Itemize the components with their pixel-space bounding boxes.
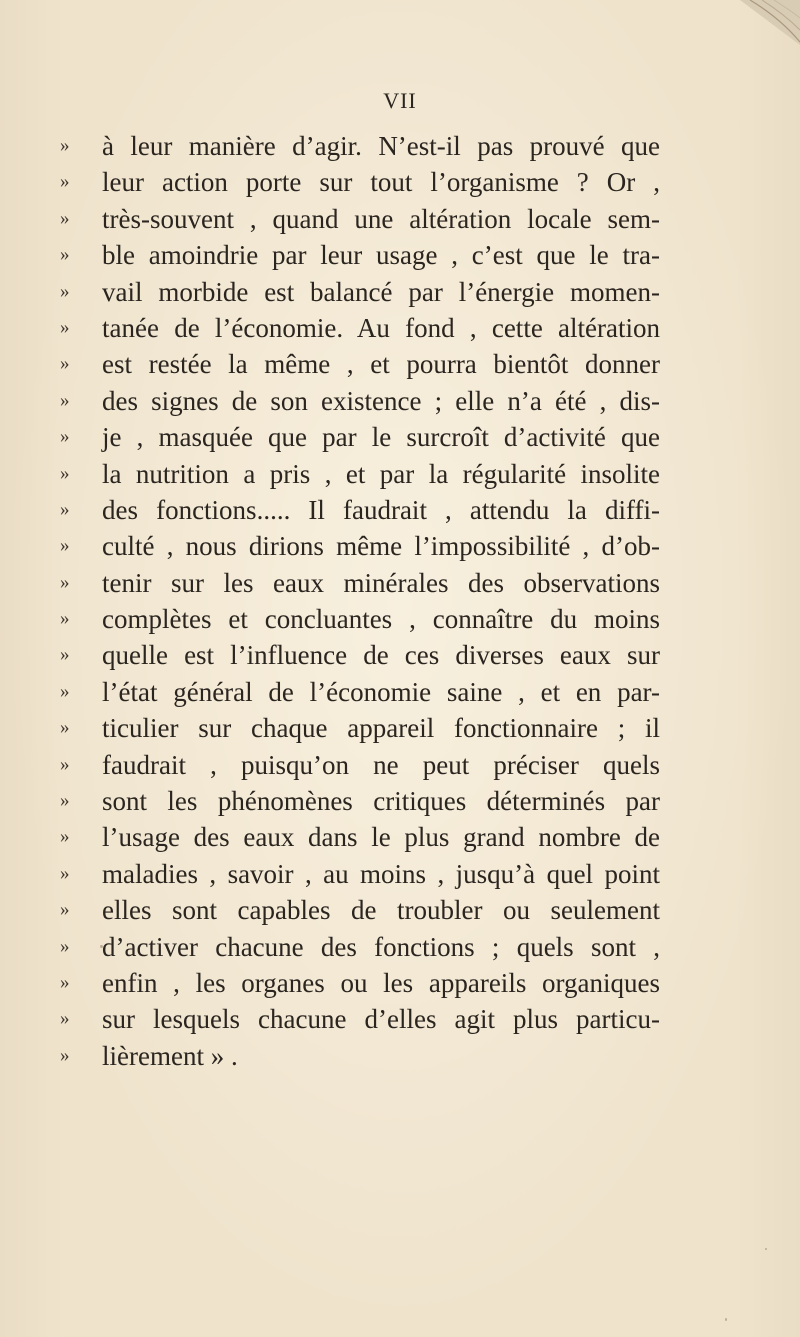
text-line	[60, 528, 660, 564]
line-text: très-souvent , quand une altération locale sem-	[102, 203, 660, 234]
line-text: maladies , savoir , au moins , jusqu’à quel point	[102, 858, 660, 889]
quotation-mark: »	[60, 244, 70, 266]
line-text: lièrement » .	[102, 1040, 238, 1071]
line-text: est restée la même , et pourra bientôt donner	[102, 349, 660, 380]
line-text: enfin , les organes ou les appareils organiques	[102, 967, 660, 998]
text-line	[60, 237, 660, 273]
line-text: complètes et concluantes , connaître du moins	[102, 604, 660, 635]
quotation-mark: »	[60, 498, 70, 520]
quotation-mark: »	[60, 826, 70, 848]
quotation-mark: »	[60, 353, 70, 375]
text-line	[60, 892, 660, 928]
text-line	[60, 1001, 660, 1037]
quotation-mark: »	[60, 935, 70, 957]
paper-speck	[765, 1248, 767, 1250]
text-line	[60, 929, 660, 965]
line-text: elles sont capables de troubler ou seulement	[102, 895, 660, 926]
text-line	[60, 492, 660, 528]
text-line	[60, 710, 660, 746]
quotation-mark: »	[60, 717, 70, 739]
quotation-mark: »	[60, 680, 70, 702]
line-text: je , masquée que par le surcroît d’activité que	[102, 422, 660, 453]
text-line	[60, 783, 660, 819]
quotation-mark: »	[60, 790, 70, 812]
text-line	[60, 856, 660, 892]
quotation-mark: »	[60, 571, 70, 593]
text-line	[60, 128, 660, 164]
text-line	[60, 747, 660, 783]
text-line	[60, 419, 660, 455]
line-text: culté , nous dirions même l’impossibilité , d’ob-	[102, 531, 660, 562]
line-text: l’usage des eaux dans le plus grand nombre de	[102, 822, 660, 853]
line-text: l’état général de l’économie saine , et en par-	[102, 676, 660, 707]
quotation-mark: »	[60, 316, 70, 338]
line-text: ble amoindrie par leur usage , c’est que le tra-	[102, 240, 660, 271]
line-text: des signes de son existence ; elle n’a été , dis-	[102, 385, 660, 416]
text-line	[60, 601, 660, 637]
line-text: tanée de l’économie. Au fond , cette altération	[102, 312, 660, 343]
quotation-mark: »	[60, 862, 70, 884]
quotation-mark: »	[60, 535, 70, 557]
quotation-mark: »	[60, 899, 70, 921]
text-line	[60, 310, 660, 346]
quotation-mark: »	[60, 1044, 70, 1066]
line-text: d’activer chacune des fonctions ; quels sont ,	[102, 931, 660, 962]
line-text: faudrait , puisqu’on ne peut préciser quels	[102, 749, 660, 780]
line-text: la nutrition a pris , et par la régularité insolite	[102, 458, 660, 489]
quotation-mark: »	[60, 135, 70, 156]
line-text: sont les phénomènes critiques déterminés par	[102, 786, 660, 817]
body-text	[60, 128, 660, 1074]
text-line	[60, 201, 660, 237]
quotation-mark: »	[60, 207, 70, 229]
text-line	[60, 965, 660, 1001]
text-line	[60, 274, 660, 310]
line-text: sur lesquels chacune d’elles agit plus particu-	[102, 1004, 660, 1035]
text-line	[60, 674, 660, 710]
quotation-mark: »	[60, 1008, 70, 1030]
quotation-mark: »	[60, 426, 70, 448]
text-line	[60, 346, 660, 382]
line-text: leur action porte sur tout l’organisme ? Or ,	[102, 167, 660, 198]
paper-speck	[100, 945, 103, 948]
line-text: des fonctions..... Il faudrait , attendu la diffi-	[102, 494, 660, 525]
text-line	[60, 637, 660, 673]
quotation-mark: »	[60, 171, 70, 193]
quotation-mark: »	[60, 644, 70, 666]
line-text: quelle est l’influence de ces diverses eaux sur	[102, 640, 660, 671]
text-line	[60, 819, 660, 855]
text-line	[60, 456, 660, 492]
paper-speck	[725, 1318, 727, 1321]
quotation-mark: »	[60, 280, 70, 302]
text-line	[60, 164, 660, 200]
text-line	[60, 1038, 660, 1074]
text-line	[60, 565, 660, 601]
text-line	[60, 383, 660, 419]
quotation-mark: »	[60, 462, 70, 484]
page-corner-fold	[710, 0, 800, 50]
quotation-mark: »	[60, 971, 70, 993]
line-text: ticulier sur chaque appareil fonctionnaire ; il	[102, 713, 660, 744]
quotation-mark: »	[60, 389, 70, 411]
line-text: tenir sur les eaux minérales des observations	[102, 567, 660, 598]
quotation-mark: »	[60, 753, 70, 775]
line-text: à leur manière d’agir. N’est-il pas prouvé que	[102, 131, 660, 161]
quotation-mark: »	[60, 608, 70, 630]
line-text: vail morbide est balancé par l’énergie momen-	[102, 276, 660, 307]
page-number: VII	[383, 88, 417, 113]
